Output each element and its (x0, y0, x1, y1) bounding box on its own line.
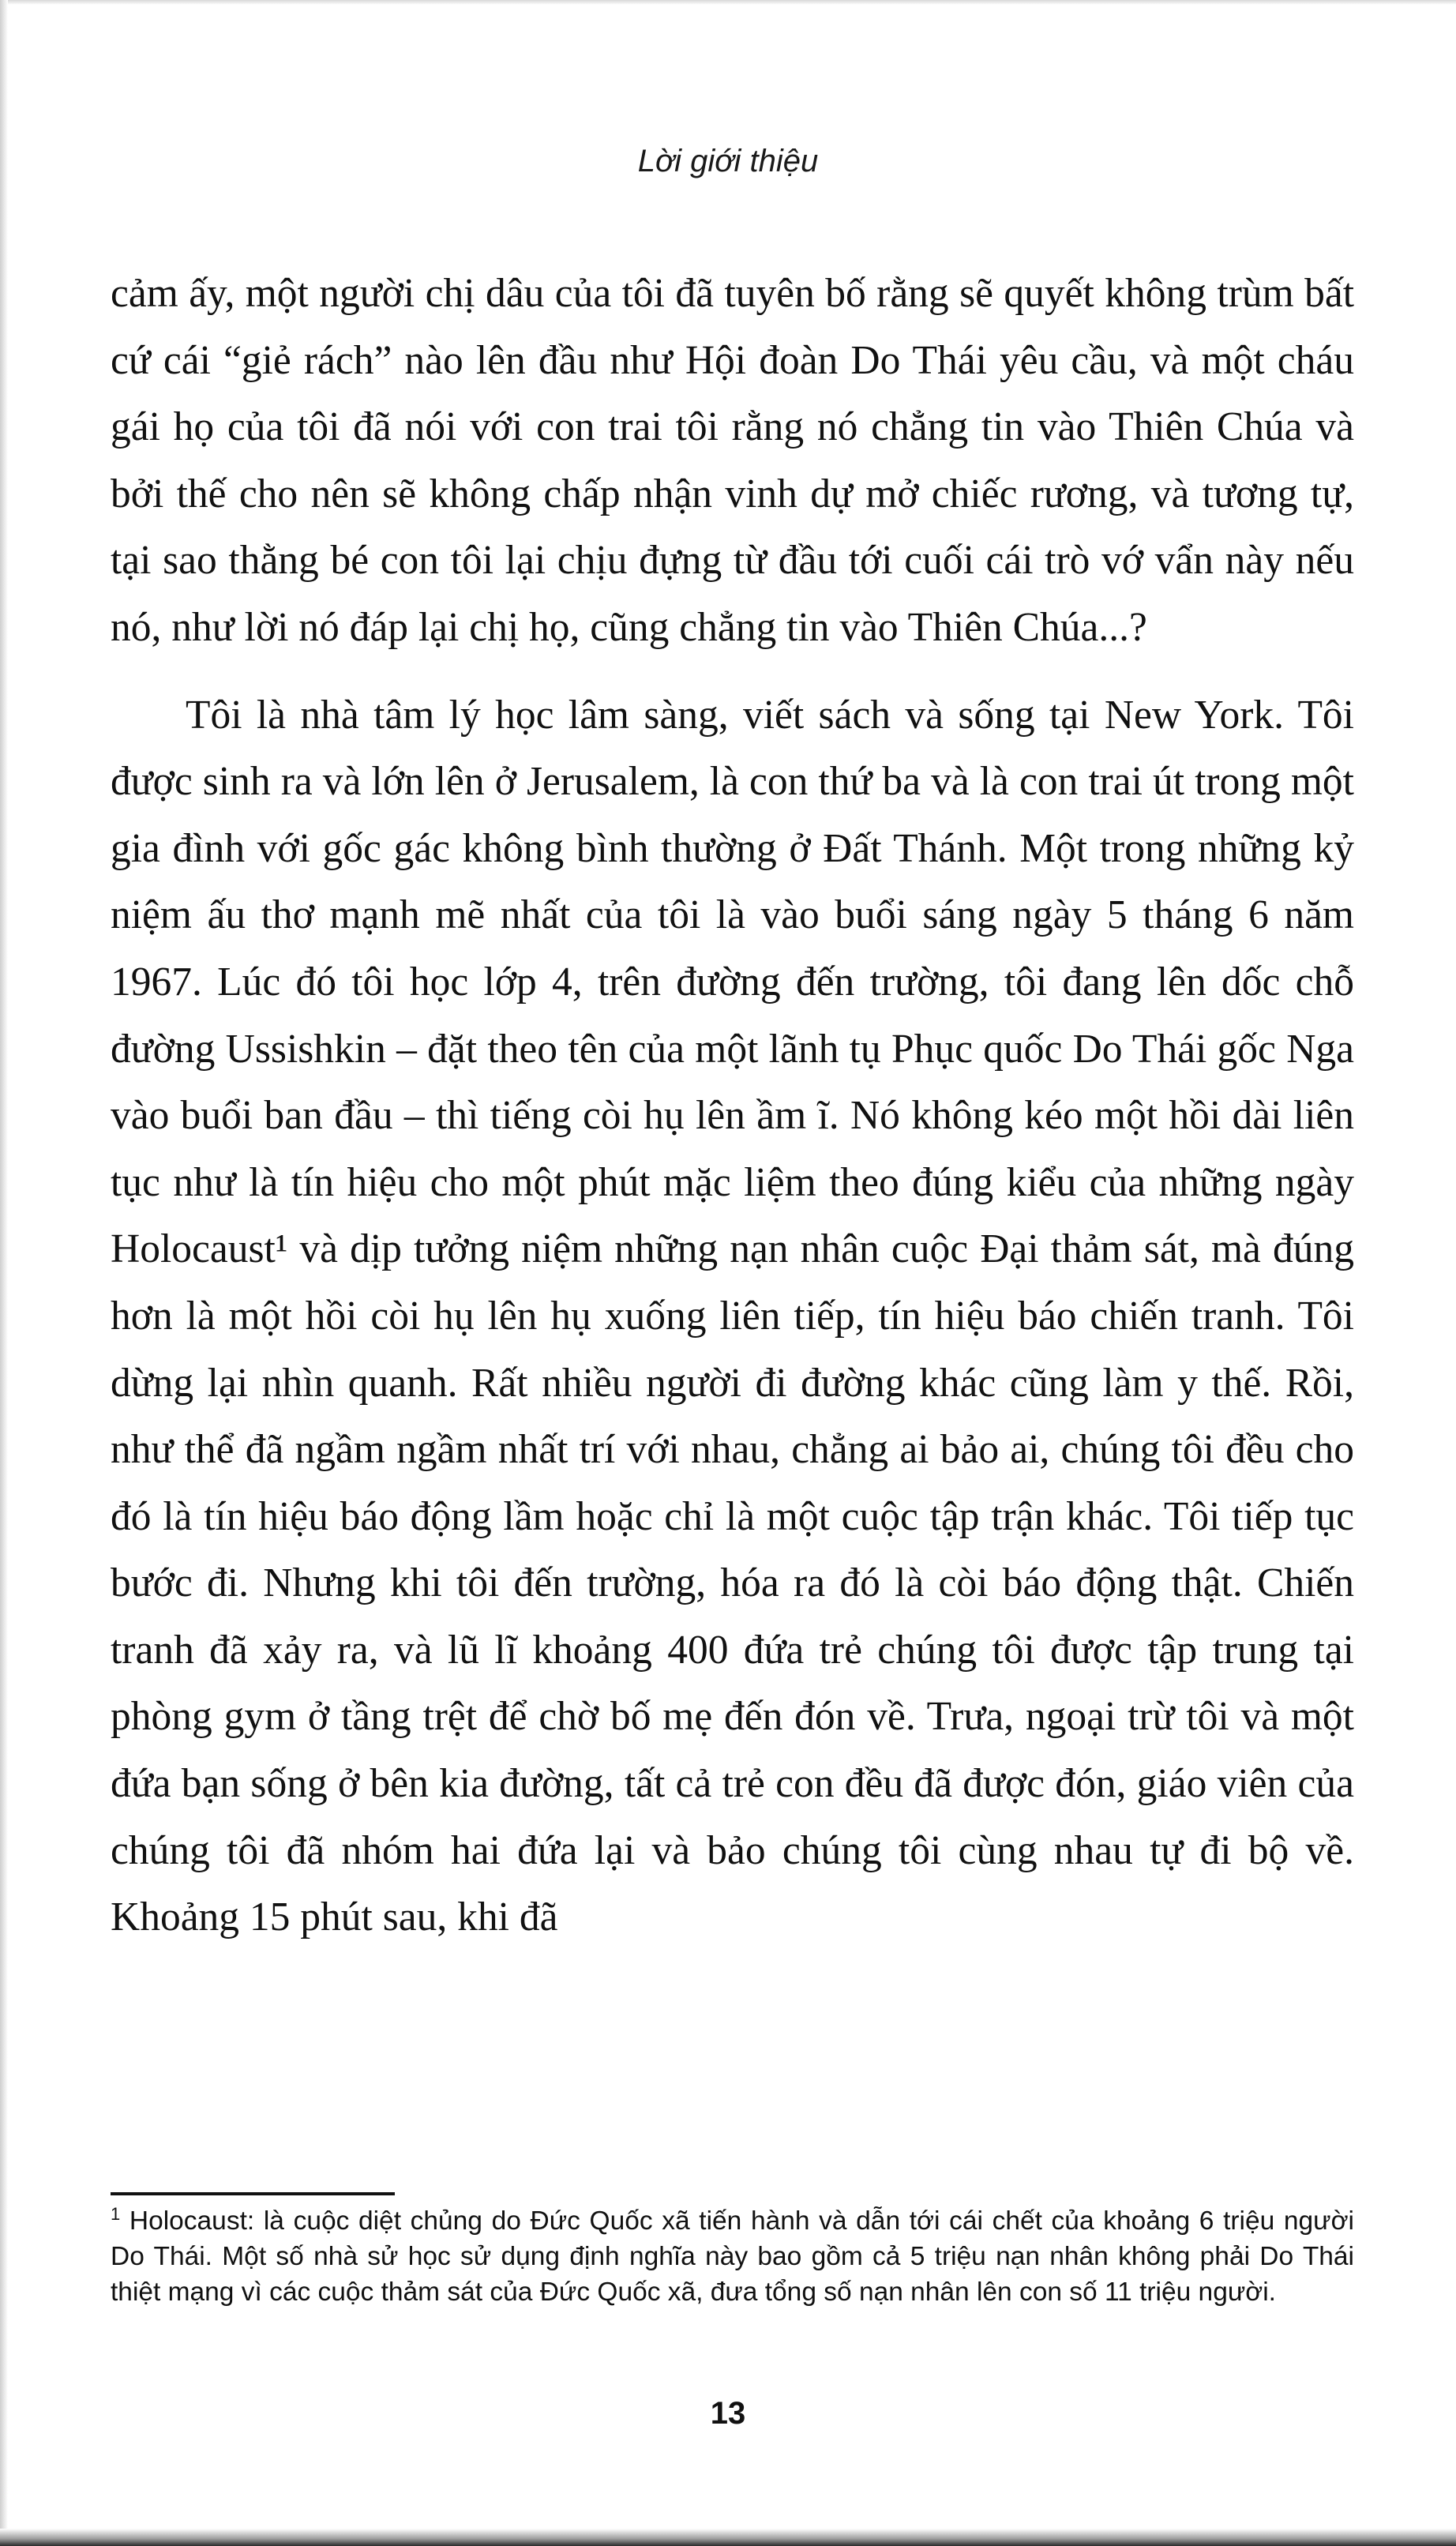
footnote-divider (111, 2192, 395, 2195)
paragraph-main: Tôi là nhà tâm lý học lâm sàng, viết sách và sống tại New York. Tôi được sinh ra và lớn lên ở Jerusalem, là con thứ ba và là con trai út trong một gia đình với gốc gác không bình thường ở Đất Thánh. Một trong những kỷ niệm ấu thơ mạnh mẽ nhất của tôi là vào buổi sáng ngày 5 tháng 6 năm 1967. Lúc đó tôi học lớp 4, trên đường đến trường, tôi đang lên dốc chỗ đường Ussishkin – đặt theo tên của một lãnh tụ Phục quốc Do Thái gốc Nga vào buổi ban đầu – thì tiếng còi hụ lên ầm ĩ. Nó không kéo một hồi dài liên tục như là tín hiệu cho một phút mặc liệm theo đúng kiểu của những ngày Holocaust¹ và dịp tưởng niệm những nạn nhân cuộc Đại thảm sát, mà đúng hơn là một hồi còi hụ lên hụ xuống liên tiếp, tín hiệu báo chiến tranh. Tôi dừng lại nhìn quanh. Rất nhiều người đi đường khác cũng làm y thế. Rồi, như thể đã ngầm ngầm nhất trí với nhau, chẳng ai bảo ai, chúng tôi đều cho đó là tín hiệu báo động lầm hoặc chỉ là một cuộc tập trận khác. Tôi tiếp tục bước đi. Nhưng khi tôi đến trường, hóa ra đó là còi báo động thật. Chiến tranh đã xảy ra, và lũ lĩ khoảng 400 đứa trẻ chúng tôi được tập trung tại phòng gym ở tầng trệt để chờ bố mẹ đến đón về. Trưa, ngoại trừ tôi và một đứa bạn sống ở bên kia đường, tất cả trẻ con đều đã được đón, giáo viên của chúng tôi đã nhóm hai đứa lại và bảo chúng tôi cùng nhau tự đi bộ về. Khoảng 15 phút sau, khi đã (111, 692, 1354, 1940)
page-number: 13 (710, 2396, 746, 2431)
body-text (111, 261, 1354, 1951)
page-left-edge (0, 0, 8, 2546)
page-top-edge (0, 0, 1456, 5)
paragraph-continued: cảm ấy, một người chị dâu của tôi đã tuyên bố rằng sẽ quyết không trùm bất cứ cái “giẻ rách” nào lên đầu như Hội đoàn Do Thái yêu cầu, và một cháu gái họ của tôi đã nói với con trai tôi rằng nó chẳng tin vào Thiên Chúa và bởi thế cho nên sẽ không chấp nhận vinh dự mở chiếc rương, và tương tự, tại sao thằng bé con tôi lại chịu đựng từ đầu tới cuối cái trò vớ vẩn này nếu nó, như lời nó đáp lại chị họ, cũng chẳng tin vào Thiên Chúa...? (111, 271, 1354, 650)
page-bottom-edge (0, 2529, 1456, 2546)
footnote (111, 2203, 1354, 2310)
running-head: Lời giới thiệu (637, 144, 819, 178)
footnote-marker: 1 (111, 2203, 121, 2224)
footnote-text: Holocaust: là cuộc diệt chủng do Đức Quốc xã tiến hành và dẫn tới cái chết của khoảng 6 triệu người Do Thái. Một số nhà sử học sử dụng định nghĩa này bao gồm cả 5 triệu nạn nhân không phải Do Thái thiệt mạng vì các cuộc thảm sát của Đức Quốc xã, đưa tổng số nạn nhân lên con số 11 triệu người. (111, 2206, 1354, 2307)
